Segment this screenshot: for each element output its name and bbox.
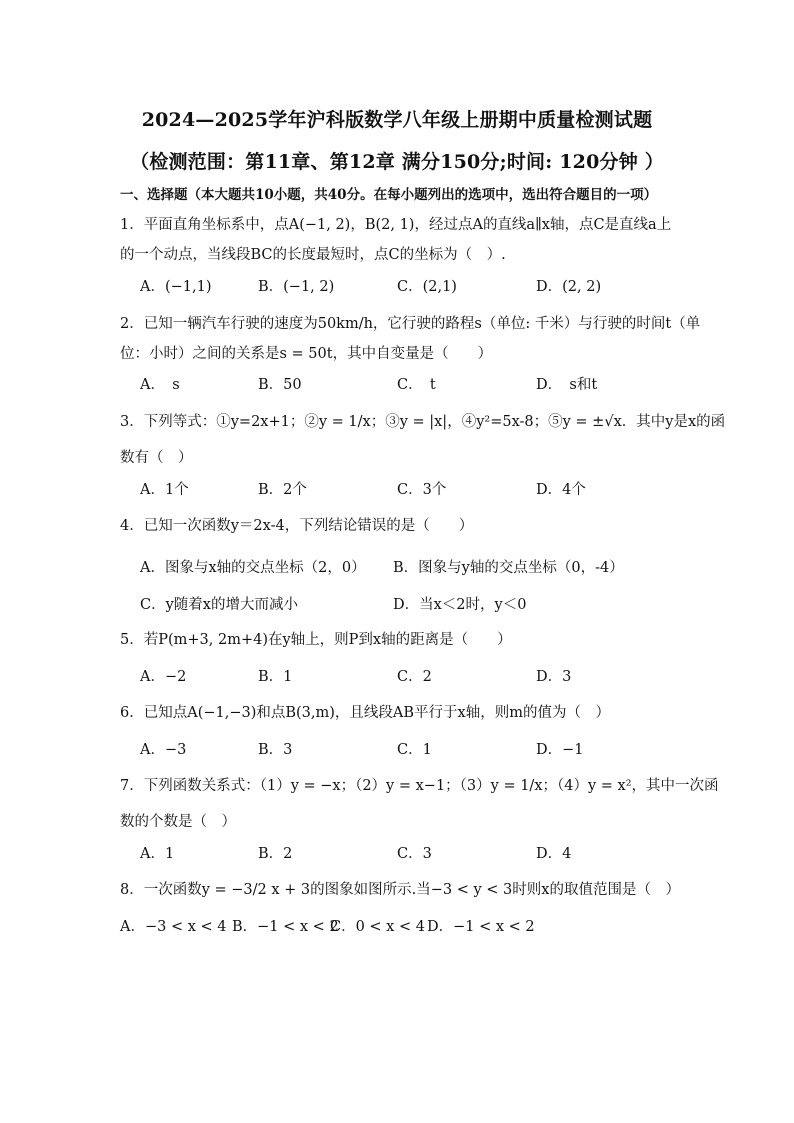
question-4-option-c: C．y随着x的增大而减小	[140, 597, 298, 613]
question-3-line-1: 3．下列等式：①y=2x+1；②y = 1/x；③y = |x|，④y²=5x-8；⑤y = ±√x．其中y是x的函	[120, 414, 726, 430]
question-7-line-2: 数的个数是（ ）	[120, 814, 236, 830]
question-4-option-d: D．当x＜2时，y＜0	[393, 597, 527, 613]
question-4-option-a: A．图象与x轴的交点坐标（2，0）	[140, 560, 366, 576]
question-3-option-c: C．3个	[397, 482, 447, 498]
question-8-option-b: B．−1 < x < 2	[232, 919, 339, 935]
question-2-option-d: D． s和t	[536, 377, 598, 393]
question-8-option-d: D．−1 < x < 2	[427, 919, 535, 935]
question-2-option-b: B．50	[258, 377, 302, 393]
question-1-option-d: D．(2, 2)	[536, 279, 602, 295]
question-5-option-b: B．1	[258, 669, 293, 685]
question-6-option-d: D．−1	[536, 742, 584, 758]
question-7-line-1: 7．下列函数关系式：（1）y = −x；（2）y = x−1；（3）y = 1/x；（4）y = x²，其中一次函	[120, 778, 719, 794]
question-7-option-d: D．4	[536, 846, 572, 862]
question-3-option-a: A．1个	[140, 482, 189, 498]
question-7-option-a: A．1	[140, 846, 175, 862]
exam-subtitle: （检测范围：第11章、第12章 满分150分;时间: 120分钟 ）	[130, 151, 664, 173]
question-6-option-c: C．1	[397, 742, 432, 758]
question-2-line-2: 位：小时）之间的关系是s = 50t，其中自变量是（ ）	[120, 346, 493, 362]
question-3-option-b: B．2个	[258, 482, 307, 498]
question-6-option-a: A．−3	[140, 742, 187, 758]
question-2-line-1: 2．已知一辆汽车行驶的速度为50km/h，它行驶的路程s（单位: 千米）与行驶的时间t（单	[120, 316, 701, 332]
question-7-option-b: B．2	[258, 846, 293, 862]
question-5-option-a: A．−2	[140, 669, 187, 685]
question-1-option-a: A．(−1,1)	[140, 279, 212, 295]
question-4-option-b: B．图象与y轴的交点坐标（0，-4）	[393, 560, 624, 576]
exam-title: 2024—2025学年沪科版数学八年级上册期中质量检测试题	[141, 109, 653, 131]
question-8-line-1: 8．一次函数y = −3/2 x + 3的图象如图所示.当−3 < y < 3时则x的取值范围是（ ）	[120, 882, 680, 898]
question-6-option-b: B．3	[258, 742, 293, 758]
question-8-option-c: C．0 < x < 4	[330, 919, 425, 935]
question-4-line-1: 4．已知一次函数y＝2x-4，下列结论错误的是（ ）	[120, 518, 474, 534]
question-1-option-c: C．(2,1)	[397, 279, 457, 295]
question-3-option-d: D．4个	[536, 482, 586, 498]
question-1-option-b: B．(−1, 2)	[258, 279, 335, 295]
question-2-option-c: C． t	[397, 377, 436, 393]
question-5-option-d: D．3	[536, 669, 572, 685]
question-6-line-1: 6．已知点A(−1,−3)和点B(3,m)，且线段AB平行于x轴，则m的值为（ ）	[120, 705, 610, 721]
question-2-option-a: A． s	[140, 377, 180, 393]
question-8-option-a: A．−3 < x < 4	[120, 919, 227, 935]
question-7-option-c: C．3	[397, 846, 432, 862]
question-1-line-1: 1．平面直角坐标系中，点A(−1, 2)，B(2, 1)，经过点A的直线a∥x轴，点C是直线a上	[120, 217, 672, 233]
question-3-line-2: 数有（ ）	[120, 450, 193, 466]
section-heading: 一、选择题（本大题共10小题，共40分。在每小题列出的选项中，选出符合题目的一项）	[120, 187, 658, 203]
question-5-option-c: C．2	[397, 669, 432, 685]
question-1-line-2: 的一个动点，当线段BC的长度最短时，点C的坐标为（ ）.	[120, 247, 506, 263]
question-5-line-1: 5．若P(m+3, 2m+4)在y轴上，则P到x轴的距离是（ ）	[120, 632, 512, 648]
